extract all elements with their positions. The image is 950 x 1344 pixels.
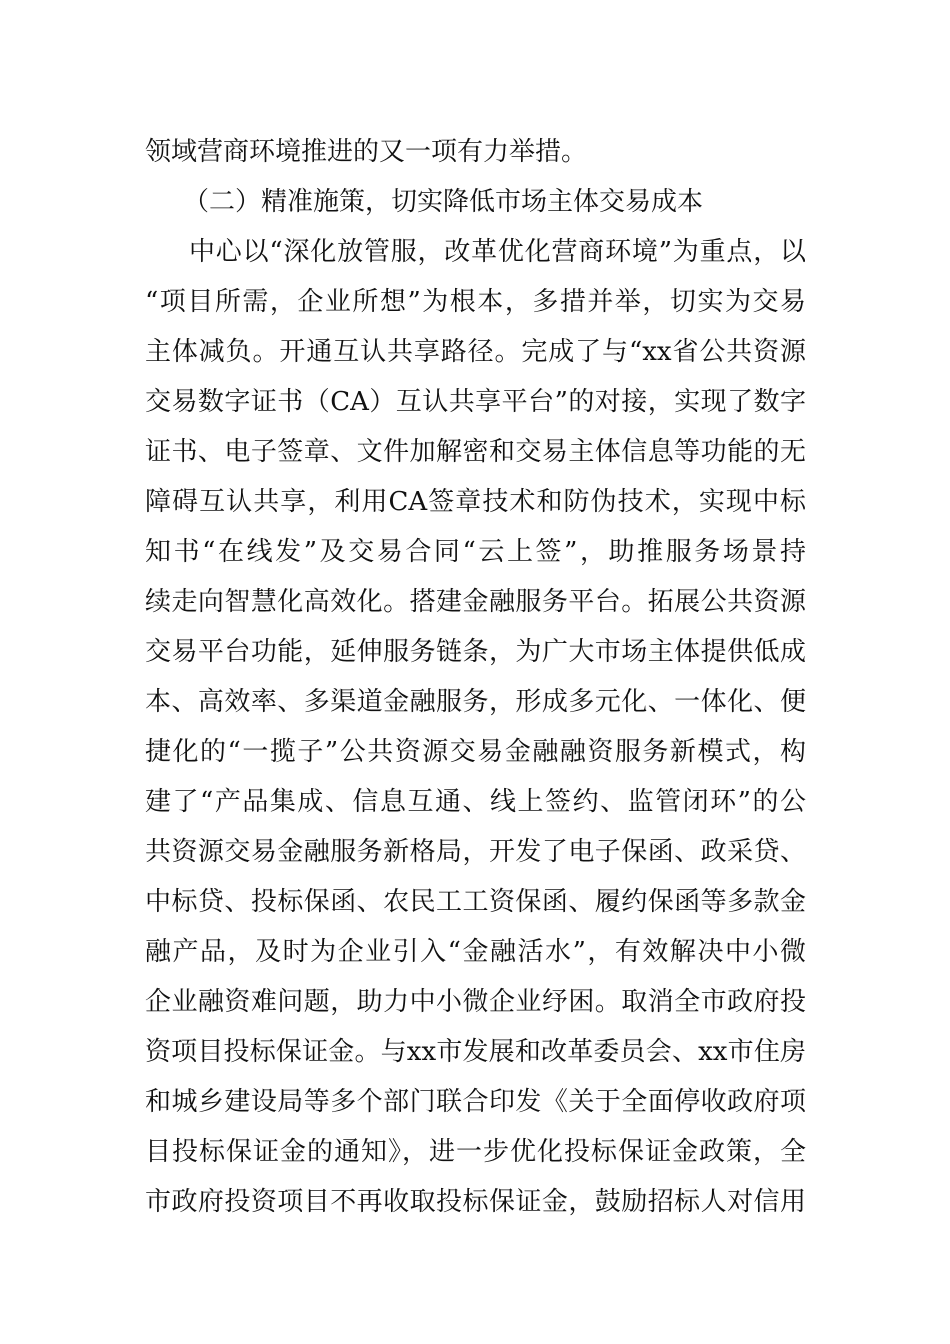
paragraph-line: 和城乡建设局等多个部门联合印发《关于全面停收政府项 — [145, 1087, 806, 1117]
paragraph-line: 知书“在线发”及交易合同“云上签”，助推服务场景持 — [145, 537, 806, 567]
paragraph-line: 交易平台功能，延伸服务链条，为广大市场主体提供低成 — [145, 637, 806, 667]
body-paragraph — [145, 227, 806, 1227]
paragraph-line: 证书、电子签章、文件加解密和交易主体信息等功能的无 — [145, 437, 806, 467]
paragraph-line: 捷化的“一揽子”公共资源交易金融融资服务新模式，构 — [145, 737, 806, 767]
paragraph-line: 主体减负。开通互认共享路径。完成了与“xx省公共资源 — [145, 337, 806, 367]
continuation-line: 领域营商环境推进的又一项有力举措。 — [145, 137, 588, 167]
paragraph-line: 交易数字证书（CA）互认共享平台”的对接，实现了数字 — [145, 387, 806, 417]
document-page — [145, 127, 806, 1227]
paragraph-line: 融产品，及时为企业引入“金融活水”，有效解决中小微 — [145, 937, 806, 967]
paragraph-line: 障碍互认共享，利用CA签章技术和防伪技术，实现中标 — [145, 487, 806, 517]
paragraph-line: 中标贷、投标保函、农民工工资保函、履约保函等多款金 — [145, 887, 806, 917]
paragraph-line: 市政府投资项目不再收取投标保证金，鼓励招标人对信用 — [145, 1187, 806, 1217]
paragraph-line: 建了“产品集成、信息互通、线上签约、监管闭环”的公 — [145, 787, 806, 817]
paragraph-line: 本、高效率、多渠道金融服务，形成多元化、一体化、便 — [145, 687, 806, 717]
paragraph-line: 中心以“深化放管服，改革优化营商环境”为重点，以 — [189, 237, 806, 267]
paragraph-line: 目投标保证金的通知》，进一步优化投标保证金政策，全 — [145, 1137, 806, 1167]
section-heading: （二）精准施策，切实降低市场主体交易成本 — [183, 187, 704, 217]
paragraph-line: 资项目投标保证金。与xx市发展和改革委员会、xx市住房 — [145, 1037, 806, 1067]
paragraph-line: 共资源交易金融服务新格局，开发了电子保函、政采贷、 — [145, 837, 806, 867]
paragraph-line: 续走向智慧化高效化。搭建金融服务平台。拓展公共资源 — [145, 587, 806, 617]
paragraph-line: “项目所需，企业所想”为根本，多措并举，切实为交易 — [145, 287, 806, 317]
paragraph-line: 企业融资难问题，助力中小微企业纾困。取消全市政府投 — [145, 987, 806, 1017]
